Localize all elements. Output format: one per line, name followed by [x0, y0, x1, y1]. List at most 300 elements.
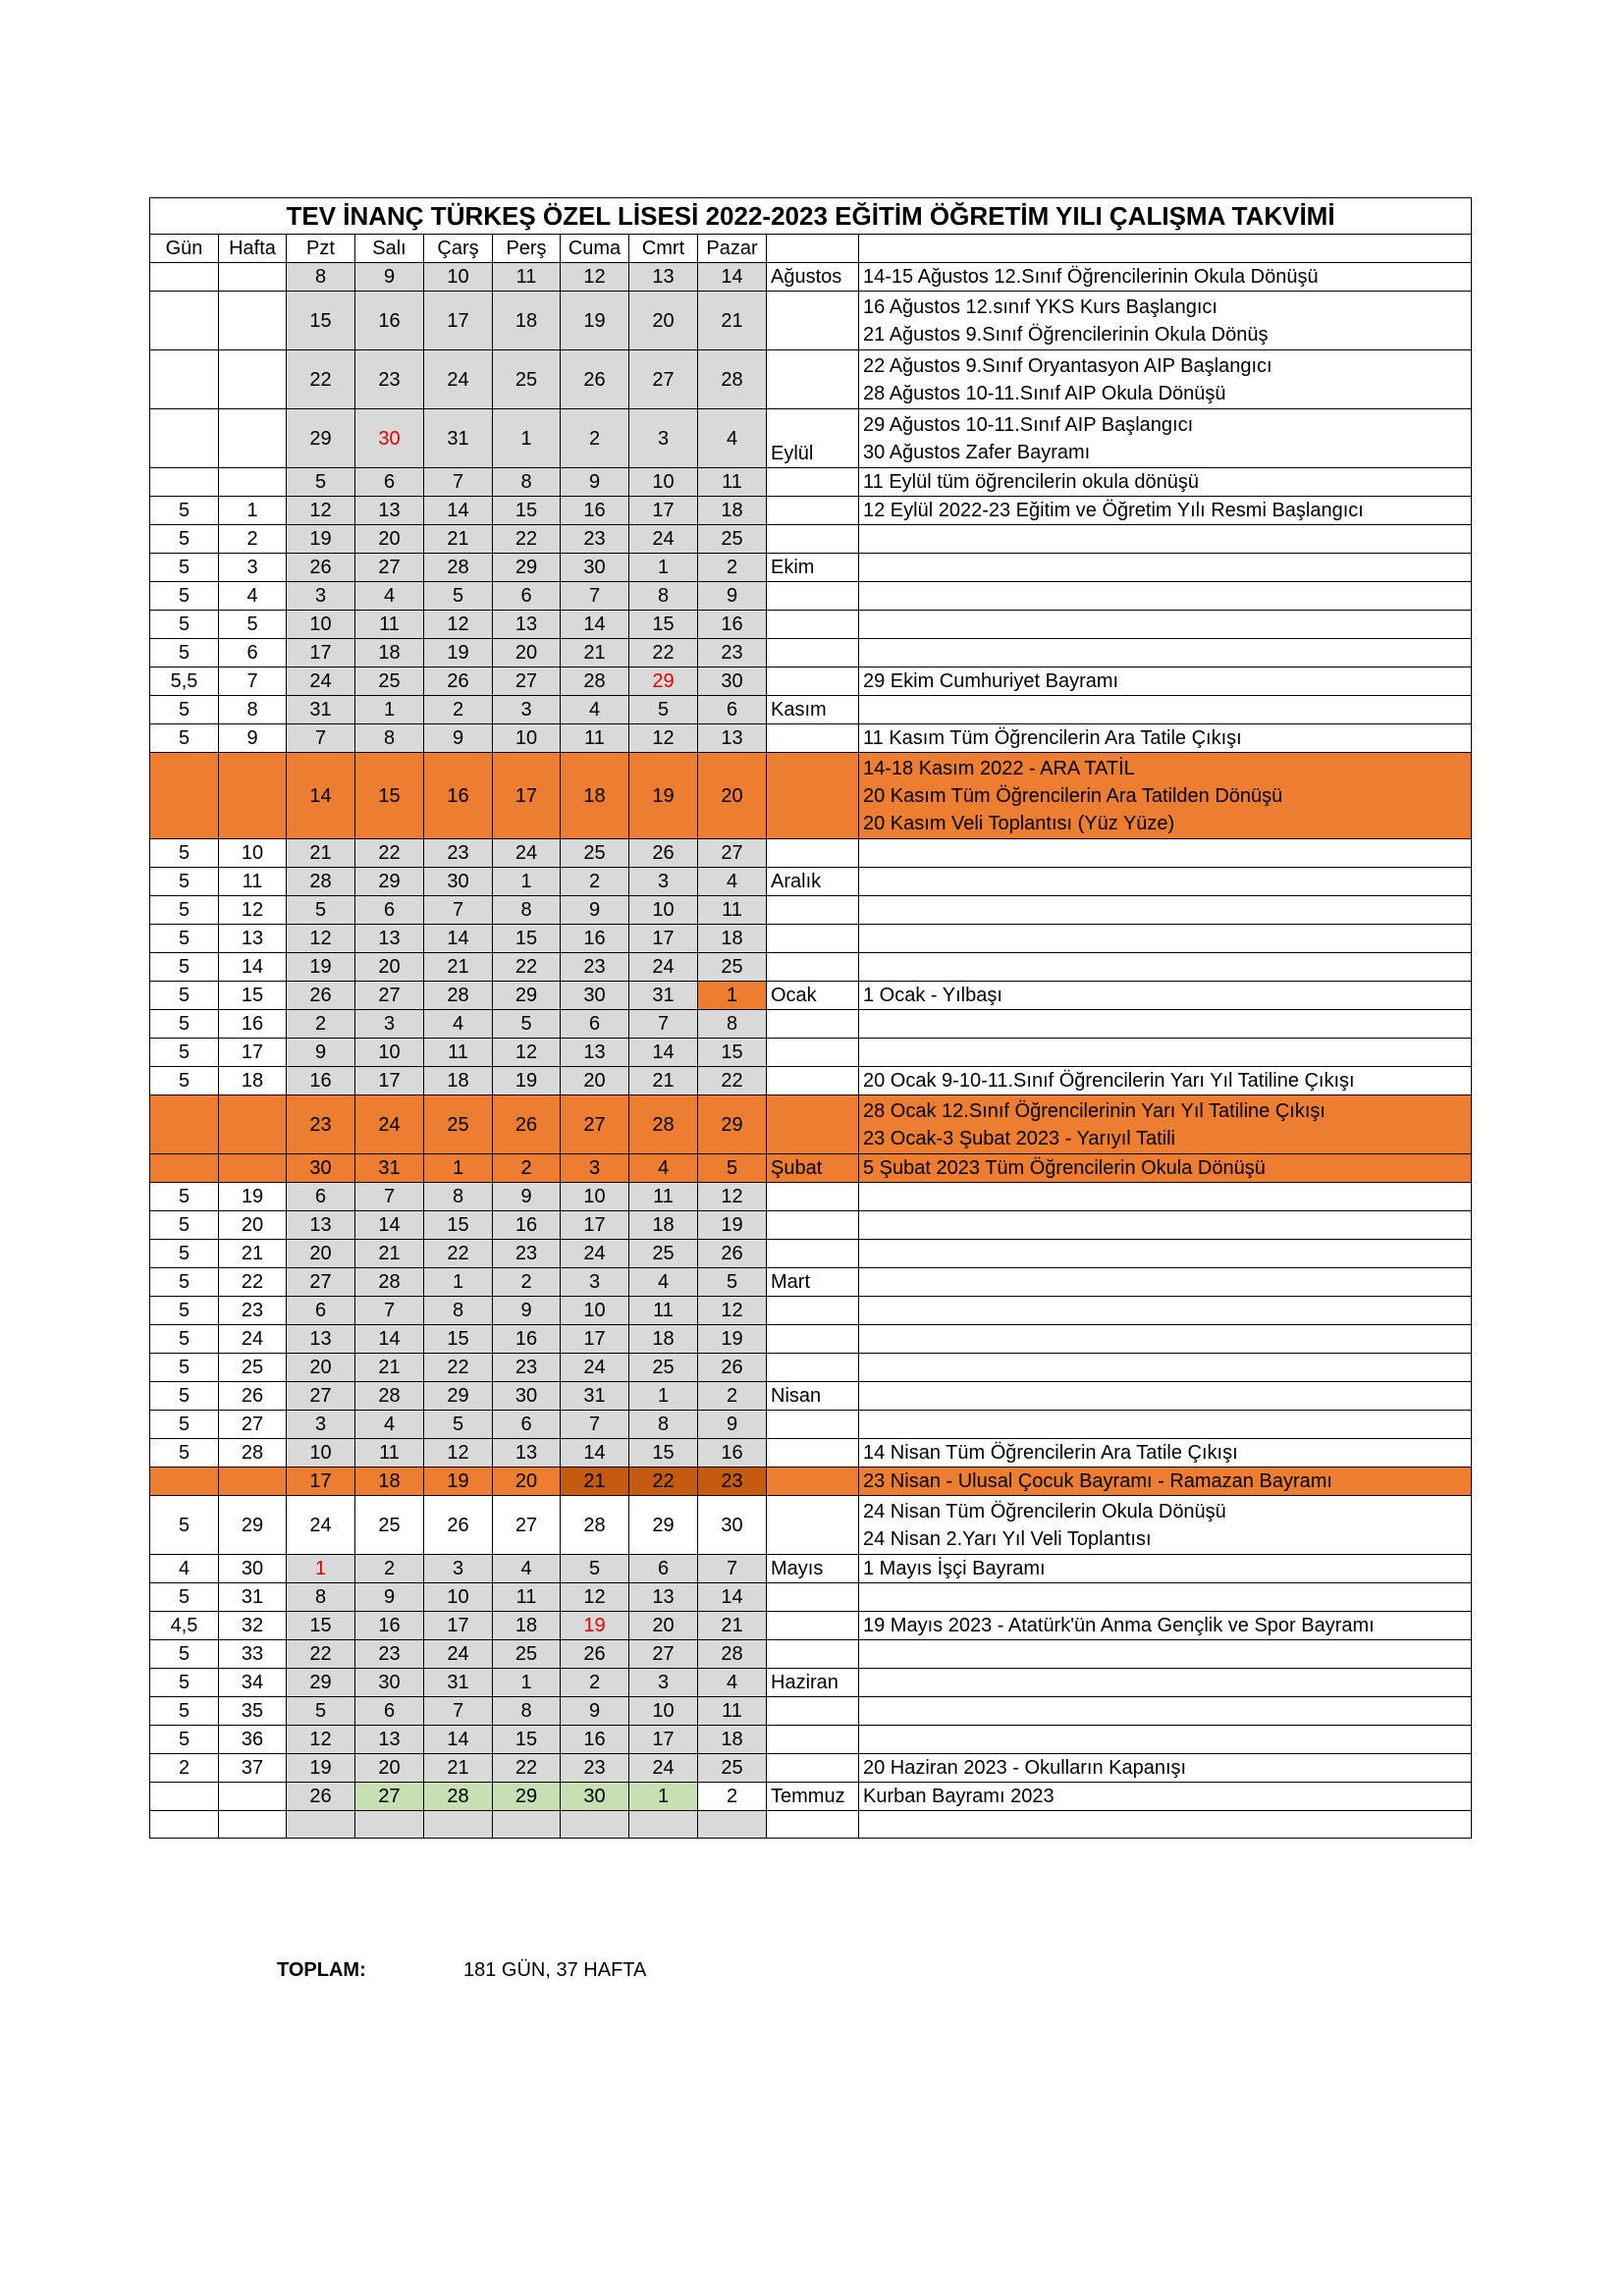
event-cell: [859, 497, 1472, 525]
day-cell: 11: [698, 896, 767, 925]
day-cell: 11: [493, 1583, 561, 1612]
event-cell: [859, 1496, 1472, 1555]
day-cell: 28: [698, 350, 767, 409]
table-row: [150, 263, 1472, 292]
hafta-cell: 35: [219, 1697, 287, 1726]
day-cell: 29: [287, 1669, 355, 1697]
day-cell: 23: [287, 1095, 355, 1154]
day-cell: 9: [355, 263, 424, 292]
event-cell: [859, 554, 1472, 582]
event-cell: [859, 896, 1472, 925]
month-cell: [767, 468, 859, 497]
day-cell: 24: [287, 1496, 355, 1555]
day-cell: 25: [629, 1240, 698, 1268]
table-row: [150, 1439, 1472, 1468]
day-cell: 7: [629, 1010, 698, 1039]
day-cell: 27: [493, 667, 561, 696]
day-cell: 20: [287, 1240, 355, 1268]
day-cell: 19: [287, 953, 355, 982]
month-cell: [767, 1297, 859, 1325]
day-cell: 29: [629, 1496, 698, 1555]
day-cell: 6: [287, 1183, 355, 1211]
day-cell: 3: [424, 1555, 493, 1583]
table-row: [150, 1240, 1472, 1268]
day-cell: 12: [698, 1297, 767, 1325]
day-cell: 13: [287, 1211, 355, 1240]
day-cell: 4: [355, 582, 424, 611]
day-cell: 1: [493, 1669, 561, 1697]
day-cell: 1: [629, 1783, 698, 1811]
table-row: [150, 1325, 1472, 1354]
day-cell: 24: [493, 839, 561, 868]
event-cell: [859, 1354, 1472, 1382]
day-cell: 7: [561, 582, 629, 611]
gun-cell: 5: [150, 611, 219, 639]
gun-cell: [150, 1783, 219, 1811]
month-cell: [767, 1754, 859, 1783]
month-cell: [767, 667, 859, 696]
day-cell: 27: [355, 554, 424, 582]
event-text: 11 Kasım Tüm Öğrencilerin Ara Tatile Çıkışı: [863, 727, 1242, 749]
event-cell: [859, 263, 1472, 292]
day-cell: 14: [355, 1325, 424, 1354]
hafta-cell: 22: [219, 1268, 287, 1297]
day-cell: 21: [698, 292, 767, 350]
day-cell: 29: [493, 982, 561, 1010]
event-cell: [859, 1754, 1472, 1783]
day-cell: 2: [561, 868, 629, 896]
day-cell: 20: [355, 1754, 424, 1783]
gun-cell: [150, 1095, 219, 1154]
day-cell: 24: [424, 350, 493, 409]
day-cell: 11: [698, 1697, 767, 1726]
day-cell: 2: [355, 1555, 424, 1583]
day-cell: 24: [561, 1240, 629, 1268]
event-text: 1 Ocak - Yılbaşı: [863, 985, 1002, 1006]
day-cell: 27: [287, 1382, 355, 1411]
day-cell: 13: [561, 1039, 629, 1067]
month-cell: [767, 1439, 859, 1468]
event-text: 14-18 Kasım 2022 - ARA TATİL: [863, 757, 1135, 779]
day-cell: 23: [424, 839, 493, 868]
day-cell: 3: [561, 1154, 629, 1183]
day-cell: 15: [629, 611, 698, 639]
total-label: TOPLAM:: [277, 1959, 366, 1981]
day-cell: 12: [287, 497, 355, 525]
month-cell: [767, 1811, 859, 1839]
event-text: 5 Şubat 2023 Tüm Öğrencilerin Okula Dönüşü: [863, 1157, 1266, 1179]
event-cell: [859, 868, 1472, 896]
day-cell: 18: [493, 292, 561, 350]
day-cell: 5: [424, 582, 493, 611]
day-cell: 21: [355, 1354, 424, 1382]
day-cell: 6: [355, 896, 424, 925]
day-cell: 4: [424, 1010, 493, 1039]
day-cell: 10: [629, 1697, 698, 1726]
event-cell: [859, 1240, 1472, 1268]
day-cell: 22: [424, 1240, 493, 1268]
day-cell: 9: [424, 724, 493, 753]
day-cell: 5: [287, 1697, 355, 1726]
day-cell: 7: [424, 468, 493, 497]
day-cell: 17: [424, 292, 493, 350]
table-row: [150, 1583, 1472, 1612]
day-cell: 24: [629, 525, 698, 554]
day-cell: 4: [561, 696, 629, 724]
hafta-cell: [219, 350, 287, 409]
month-cell: [767, 753, 859, 839]
day-cell: 19: [561, 1612, 629, 1640]
day-cell: 25: [698, 525, 767, 554]
day-cell: 19: [424, 1468, 493, 1496]
month-cell: [767, 1039, 859, 1067]
day-cell: 1: [424, 1154, 493, 1183]
day-cell: 9: [561, 468, 629, 497]
day-cell: 10: [287, 611, 355, 639]
day-cell: 16: [493, 1325, 561, 1354]
day-cell: 10: [561, 1297, 629, 1325]
event-cell: [859, 1468, 1472, 1496]
header-cell: Çarş: [424, 235, 493, 263]
table-row: [150, 724, 1472, 753]
gun-cell: 5: [150, 1726, 219, 1754]
gun-cell: 5: [150, 953, 219, 982]
event-cell: [859, 1726, 1472, 1754]
day-cell: 9: [493, 1297, 561, 1325]
day-cell: 8: [424, 1183, 493, 1211]
day-cell: 19: [287, 525, 355, 554]
month-cell: [767, 525, 859, 554]
hafta-cell: 3: [219, 554, 287, 582]
day-cell: 3: [629, 1669, 698, 1697]
gun-cell: 5: [150, 639, 219, 667]
day-cell: [698, 1811, 767, 1839]
event-cell: [859, 1154, 1472, 1183]
hafta-cell: 18: [219, 1067, 287, 1095]
day-cell: 4: [493, 1555, 561, 1583]
day-cell: 26: [493, 1095, 561, 1154]
day-cell: 21: [424, 953, 493, 982]
month-cell: Ekim: [767, 554, 859, 582]
day-cell: 8: [698, 1010, 767, 1039]
day-cell: 7: [287, 724, 355, 753]
month-cell: [767, 896, 859, 925]
header-cell: Cuma: [561, 235, 629, 263]
gun-cell: [150, 1468, 219, 1496]
day-cell: 18: [355, 639, 424, 667]
month-cell: [767, 497, 859, 525]
day-cell: 22: [493, 1754, 561, 1783]
gun-cell: 5: [150, 868, 219, 896]
day-cell: 11: [629, 1183, 698, 1211]
table-row: [150, 1010, 1472, 1039]
table-row: [150, 1354, 1472, 1382]
day-cell: 31: [424, 409, 493, 468]
gun-cell: 5: [150, 1297, 219, 1325]
event-text: 20 Ocak 9-10-11.Sınıf Öğrencilerin Yarı Yıl Tatiline Çıkışı: [863, 1070, 1355, 1092]
hafta-cell: 2: [219, 525, 287, 554]
day-cell: 19: [698, 1211, 767, 1240]
hafta-cell: 7: [219, 667, 287, 696]
month-cell: [767, 839, 859, 868]
hafta-cell: 19: [219, 1183, 287, 1211]
event-cell: [859, 982, 1472, 1010]
month-cell: [767, 1612, 859, 1640]
hafta-cell: 6: [219, 639, 287, 667]
month-cell: [767, 1583, 859, 1612]
event-text: 23 Ocak-3 Şubat 2023 - Yarıyıl Tatili: [863, 1127, 1175, 1149]
day-cell: 19: [493, 1067, 561, 1095]
day-cell: 20: [629, 1612, 698, 1640]
gun-cell: 5: [150, 696, 219, 724]
hafta-cell: 29: [219, 1496, 287, 1555]
event-text: 29 Ekim Cumhuriyet Bayramı: [863, 670, 1119, 692]
day-cell: 24: [424, 1640, 493, 1669]
day-cell: 21: [355, 1240, 424, 1268]
month-cell: Nisan: [767, 1382, 859, 1411]
day-cell: 14: [698, 1583, 767, 1612]
day-cell: 15: [493, 925, 561, 953]
calendar-sheet: [149, 197, 1471, 1839]
day-cell: 18: [355, 1468, 424, 1496]
day-cell: 17: [561, 1325, 629, 1354]
gun-cell: 5,5: [150, 667, 219, 696]
table-row: [150, 1411, 1472, 1439]
month-cell: [767, 1726, 859, 1754]
hafta-cell: 5: [219, 611, 287, 639]
day-cell: 6: [493, 1411, 561, 1439]
day-cell: 7: [424, 1697, 493, 1726]
day-cell: 4: [698, 1669, 767, 1697]
day-cell: 25: [698, 953, 767, 982]
day-cell: 27: [629, 1640, 698, 1669]
month-cell: [767, 1640, 859, 1669]
day-cell: 6: [355, 1697, 424, 1726]
hafta-cell: 11: [219, 868, 287, 896]
day-cell: 16: [424, 753, 493, 839]
day-cell: 10: [493, 724, 561, 753]
event-cell: [859, 468, 1472, 497]
hafta-cell: 26: [219, 1382, 287, 1411]
gun-cell: 5: [150, 525, 219, 554]
day-cell: 14: [424, 497, 493, 525]
day-cell: 13: [493, 611, 561, 639]
month-cell: [767, 724, 859, 753]
day-cell: 29: [698, 1095, 767, 1154]
day-cell: 14: [424, 925, 493, 953]
event-text: 14-15 Ağustos 12.Sınıf Öğrencilerinin Okula Dönüşü: [863, 266, 1319, 288]
day-cell: 22: [493, 525, 561, 554]
day-cell: 1: [493, 409, 561, 468]
month-cell: [767, 1697, 859, 1726]
day-cell: 29: [424, 1382, 493, 1411]
event-cell: [859, 953, 1472, 982]
table-row: [150, 1154, 1472, 1183]
table-row: [150, 1640, 1472, 1669]
table-row: [150, 1811, 1472, 1839]
day-cell: 13: [287, 1325, 355, 1354]
month-cell: Ağustos: [767, 263, 859, 292]
table-row: [150, 1697, 1472, 1726]
day-cell: 1: [287, 1555, 355, 1583]
month-cell: [767, 350, 859, 409]
day-cell: 10: [629, 468, 698, 497]
table-row: [150, 350, 1472, 409]
day-cell: 27: [287, 1268, 355, 1297]
day-cell: 10: [629, 896, 698, 925]
gun-cell: 5: [150, 1010, 219, 1039]
day-cell: 10: [355, 1039, 424, 1067]
day-cell: 5: [493, 1010, 561, 1039]
gun-cell: 5: [150, 1325, 219, 1354]
day-cell: 11: [355, 1439, 424, 1468]
header-cell: Salı: [355, 235, 424, 263]
day-cell: 30: [561, 982, 629, 1010]
table-row: [150, 1039, 1472, 1067]
day-cell: 28: [355, 1268, 424, 1297]
day-cell: 17: [629, 925, 698, 953]
day-cell: 11: [698, 468, 767, 497]
month-cell: [767, 1325, 859, 1354]
event-text: 14 Nisan Tüm Öğrencilerin Ara Tatile Çıkışı: [863, 1442, 1238, 1464]
day-cell: 23: [355, 1640, 424, 1669]
day-cell: 20: [287, 1354, 355, 1382]
table-row: [150, 409, 1472, 468]
event-text: 24 Nisan 2.Yarı Yıl Veli Toplantısı: [863, 1527, 1152, 1550]
day-cell: 1: [629, 554, 698, 582]
day-cell: 24: [629, 1754, 698, 1783]
day-cell: 29: [287, 409, 355, 468]
day-cell: 25: [493, 1640, 561, 1669]
day-cell: 4: [698, 868, 767, 896]
month-cell: [767, 1240, 859, 1268]
day-cell: 11: [355, 611, 424, 639]
event-text: 22 Ağustos 9.Sınıf Oryantasyon AIP Başlangıcı: [863, 354, 1272, 377]
day-cell: 2: [698, 1783, 767, 1811]
table-row: [150, 1183, 1472, 1211]
day-cell: [424, 1811, 493, 1839]
day-cell: 20: [355, 953, 424, 982]
gun-cell: 5: [150, 1583, 219, 1612]
day-cell: 12: [287, 925, 355, 953]
day-cell: 31: [561, 1382, 629, 1411]
day-cell: 26: [287, 1783, 355, 1811]
hafta-cell: 8: [219, 696, 287, 724]
day-cell: 28: [629, 1095, 698, 1154]
hafta-cell: [219, 1811, 287, 1839]
month-cell: Haziran: [767, 1669, 859, 1697]
event-cell: [859, 1010, 1472, 1039]
day-cell: 30: [287, 1154, 355, 1183]
day-cell: 5: [698, 1154, 767, 1183]
day-cell: 27: [493, 1496, 561, 1555]
day-cell: 3: [629, 868, 698, 896]
month-cell: [767, 1211, 859, 1240]
day-cell: 18: [629, 1211, 698, 1240]
hafta-cell: 28: [219, 1439, 287, 1468]
month-cell: [767, 1468, 859, 1496]
hafta-cell: 23: [219, 1297, 287, 1325]
hafta-cell: [219, 409, 287, 468]
day-cell: 29: [493, 1783, 561, 1811]
month-cell: Eylül: [767, 409, 859, 468]
month-cell: Temmuz: [767, 1783, 859, 1811]
event-cell: [859, 1697, 1472, 1726]
day-cell: 15: [493, 497, 561, 525]
gun-cell: 5: [150, 1697, 219, 1726]
table-row: [150, 868, 1472, 896]
day-cell: 12: [629, 724, 698, 753]
table-row: [150, 1297, 1472, 1325]
gun-cell: 5: [150, 1411, 219, 1439]
gun-cell: 5: [150, 1640, 219, 1669]
hafta-cell: [219, 468, 287, 497]
day-cell: 28: [355, 1382, 424, 1411]
day-cell: 14: [424, 1726, 493, 1754]
gun-cell: 2: [150, 1754, 219, 1783]
day-cell: 2: [698, 1382, 767, 1411]
event-cell: [859, 292, 1472, 350]
day-cell: 21: [698, 1612, 767, 1640]
gun-cell: 5: [150, 1211, 219, 1240]
day-cell: 7: [698, 1555, 767, 1583]
day-cell: 19: [287, 1754, 355, 1783]
header-cell: Gün: [150, 235, 219, 263]
table-row: [150, 292, 1472, 350]
gun-cell: 5: [150, 1067, 219, 1095]
header-cell: [767, 235, 859, 263]
day-cell: 2: [493, 1268, 561, 1297]
event-cell: [859, 925, 1472, 953]
day-cell: 19: [629, 753, 698, 839]
day-cell: 8: [424, 1297, 493, 1325]
month-cell: [767, 1411, 859, 1439]
hafta-cell: [219, 1154, 287, 1183]
table-row: [150, 696, 1472, 724]
day-cell: 13: [355, 925, 424, 953]
day-cell: 20: [629, 292, 698, 350]
day-cell: 29: [355, 868, 424, 896]
day-cell: 17: [629, 497, 698, 525]
day-cell: 26: [698, 1354, 767, 1382]
hafta-cell: 16: [219, 1010, 287, 1039]
hafta-cell: 9: [219, 724, 287, 753]
event-cell: [859, 1669, 1472, 1697]
day-cell: 14: [629, 1039, 698, 1067]
day-cell: 29: [629, 667, 698, 696]
table-row: [150, 1612, 1472, 1640]
day-cell: 10: [561, 1183, 629, 1211]
day-cell: 22: [287, 350, 355, 409]
day-cell: 9: [698, 1411, 767, 1439]
day-cell: 13: [698, 724, 767, 753]
hafta-cell: 21: [219, 1240, 287, 1268]
event-cell: [859, 839, 1472, 868]
day-cell: 4: [629, 1268, 698, 1297]
day-cell: 25: [629, 1354, 698, 1382]
day-cell: 1: [698, 982, 767, 1010]
day-cell: 24: [561, 1354, 629, 1382]
day-cell: 19: [424, 639, 493, 667]
day-cell: 26: [698, 1240, 767, 1268]
day-cell: 15: [287, 292, 355, 350]
gun-cell: 4: [150, 1555, 219, 1583]
day-cell: 18: [493, 1612, 561, 1640]
hafta-cell: 1: [219, 497, 287, 525]
day-cell: 28: [698, 1640, 767, 1669]
day-cell: 28: [424, 1783, 493, 1811]
day-cell: 30: [493, 1382, 561, 1411]
